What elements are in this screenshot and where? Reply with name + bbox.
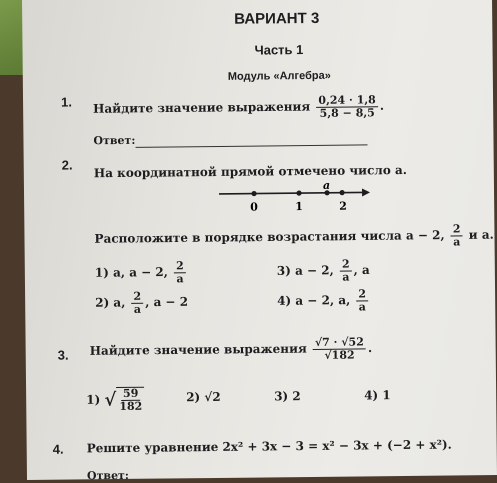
worksheet-page <box>22 0 497 483</box>
q3-numerator: √7 · √52 <box>313 336 366 349</box>
q1-numerator: 0,24 · 1,8 <box>316 94 378 107</box>
label-2: 2 <box>339 199 347 213</box>
q2-instruction <box>94 223 493 251</box>
option-post: , a <box>353 262 370 278</box>
axis-arrow <box>362 188 370 196</box>
frac-num: 2 <box>356 288 368 301</box>
q4-answer-label: Ответ: <box>86 468 129 483</box>
number-line <box>214 178 374 220</box>
frac-den: a <box>133 302 142 316</box>
option-radicand <box>116 387 144 412</box>
option-fraction <box>356 288 368 312</box>
q1-number: 1. <box>60 94 72 110</box>
option-id: 2) <box>186 390 201 405</box>
q2-frac-num: 2 <box>451 223 463 236</box>
label-0: 0 <box>250 200 258 214</box>
option-value: √2 <box>204 389 221 405</box>
q1-answer-label: Ответ: <box>93 133 136 148</box>
q2-frac-den: a <box>453 234 461 249</box>
q3-option-1[interactable] <box>86 387 144 413</box>
option-id: 2) <box>95 295 110 310</box>
option-fraction <box>174 260 186 284</box>
q3-option-4[interactable] <box>364 388 391 402</box>
option-value: 1 <box>382 388 391 403</box>
frac-num: 2 <box>131 291 143 304</box>
option-id: 4) <box>277 293 292 308</box>
label-a: a <box>322 178 331 192</box>
q3-option-3[interactable] <box>274 389 301 403</box>
frac-num: 59 <box>121 388 140 401</box>
q1-text: Найдите значение выражения $\frac{0,24 \cdot 1,8}{5,8 - 8,5}$ . <box>93 93 385 120</box>
q3-number: 3. <box>57 347 69 363</box>
q3-fraction <box>313 336 366 361</box>
frac-den: 182 <box>119 399 143 413</box>
frac-num: 2 <box>340 259 352 272</box>
q1-prompt: Найдите значение выражения <box>93 99 311 116</box>
q2-instruction-start: Расположите в порядке возрастания числа a − 2, <box>94 228 445 246</box>
q2-instruction-end: и a. <box>468 227 494 242</box>
q3-text: Найдите значение выражения $\frac{√7 \cdot √52}{√182}$ . <box>89 335 373 362</box>
option-id: 3) <box>276 263 291 278</box>
option-post: , a − 2 <box>145 294 189 310</box>
option-fraction <box>131 291 143 315</box>
q2-option-3[interactable] <box>277 258 370 283</box>
q2-text: На координатной прямой отмечено число a. <box>93 162 407 181</box>
part-title: Часть 1 <box>254 42 304 58</box>
sqrt-icon: √ <box>104 389 117 411</box>
option-id: 1) <box>86 392 101 407</box>
q4-text: Решите уравнение 2x² + 3x − 3 = x² − 3x + (−2 + x²). <box>86 437 452 456</box>
option-pre: a − 2, <box>294 263 334 278</box>
point-2 <box>339 190 344 195</box>
q2-option-4[interactable] <box>277 288 370 313</box>
module-title: Модуль «Алгебра» <box>227 69 331 83</box>
frac-den: a <box>342 270 350 284</box>
variant-title: ВАРИАНТ 3 <box>234 9 320 28</box>
q1-answer-line[interactable] <box>136 144 368 147</box>
option-value: 2 <box>292 389 301 404</box>
q2-option-2[interactable] <box>95 290 188 315</box>
q2-option-1[interactable] <box>95 260 188 285</box>
point-1 <box>296 190 301 195</box>
option-id: 1) <box>94 265 109 280</box>
q2-number: 2. <box>61 157 73 173</box>
option-fraction <box>119 388 142 412</box>
q3-prompt: Найдите значение выражения <box>89 341 307 358</box>
option-pre: a − 2, a, <box>295 293 351 308</box>
q1-fraction <box>316 94 378 119</box>
option-id: 3) <box>274 389 289 404</box>
option-id: 4) <box>364 388 379 403</box>
frac-num: 2 <box>174 260 186 273</box>
q3-denominator: √182 <box>324 348 355 362</box>
q2-fraction <box>451 223 463 247</box>
q4-number: 4. <box>52 441 64 457</box>
point-0 <box>251 191 256 196</box>
q1-denominator: 5,8 − 8,5 <box>319 105 375 120</box>
label-1: 1 <box>295 200 303 214</box>
option-pre: a, a − 2, <box>113 265 168 280</box>
frac-den: a <box>176 271 184 285</box>
option-fraction <box>340 259 352 283</box>
frac-den: a <box>358 299 366 314</box>
q3-option-2[interactable] <box>186 390 221 404</box>
option-pre: a, <box>113 295 126 310</box>
